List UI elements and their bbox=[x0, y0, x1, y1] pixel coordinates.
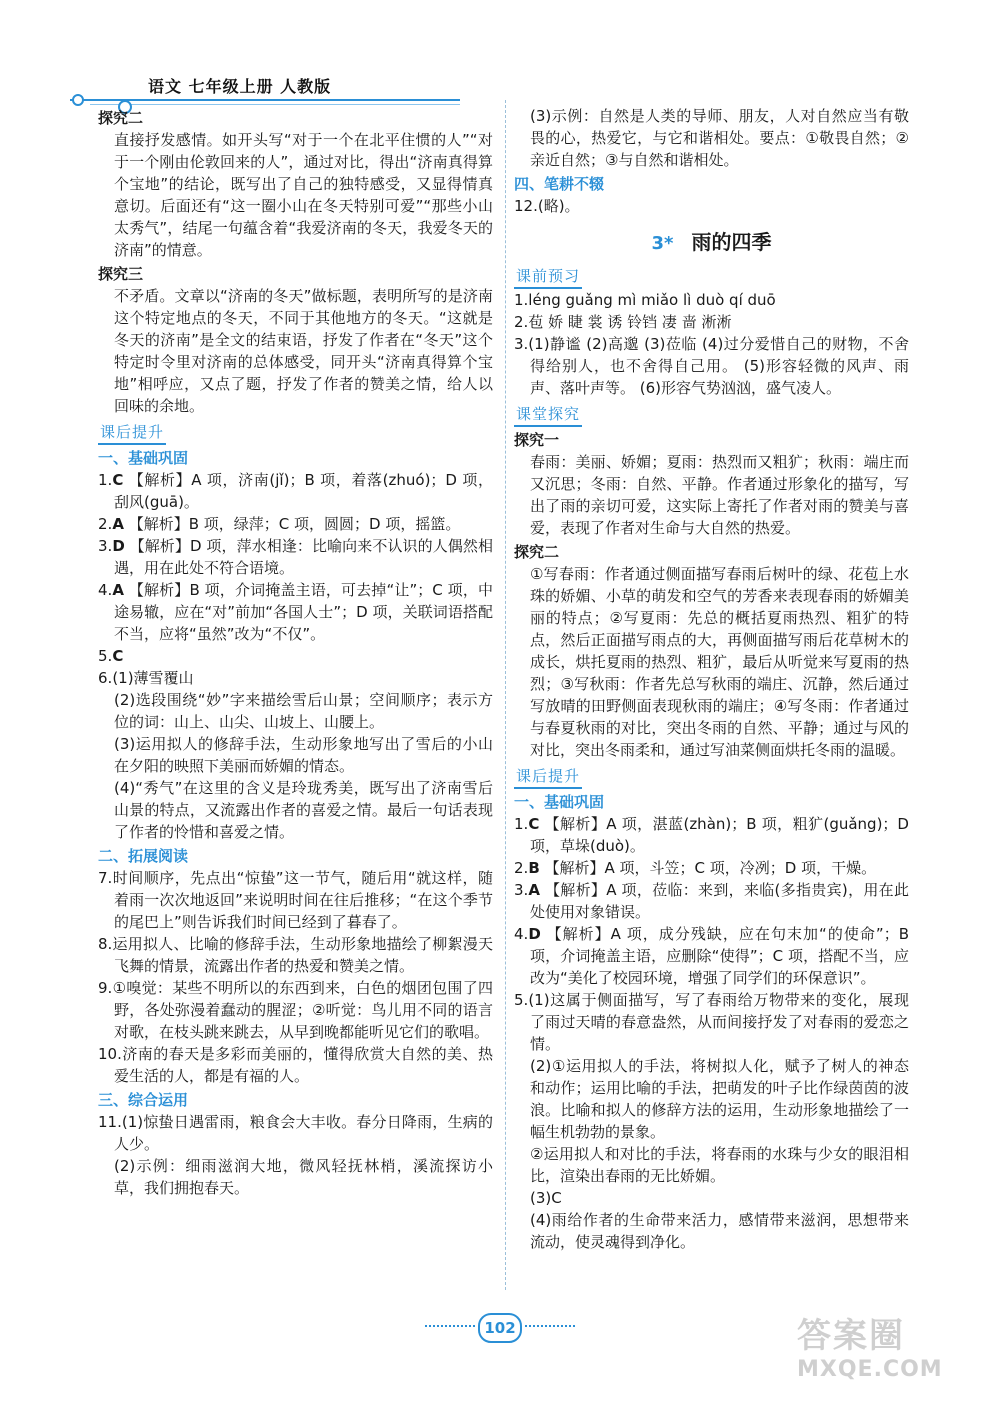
watermark-top: 答案圈 bbox=[797, 1316, 905, 1356]
watermark-logo bbox=[797, 1308, 982, 1383]
question-2: 2.A 【解析】B 项，绿萍；C 项，圆圆；D 项，摇篮。 bbox=[98, 515, 461, 533]
explore-3-label: 探究三 bbox=[98, 265, 144, 283]
lesson-name: 雨的四季 bbox=[691, 230, 772, 254]
after-class-heading: 课后提升 bbox=[98, 421, 166, 445]
watermark-bottom: MXQE.COM bbox=[797, 1357, 943, 1382]
right-column bbox=[514, 105, 909, 1253]
preview-1: 1.léng guǎng mì miǎo lì duò qí duō bbox=[514, 291, 776, 309]
question-6-part-2: (2)选段围绕“妙”字来描绘雪后山景；空间顺序；表示方位的词：山上、山尖、山坡上、山腰上。 bbox=[114, 691, 493, 731]
explore-1-label: 探究一 bbox=[514, 431, 560, 449]
r-question-3: 3.A 【解析】A 项，莅临：来到，来临(多指贵宾)，用在此处使用对象错误。 bbox=[514, 881, 909, 921]
r-question-5: 5.(1)这属于侧面描写，写了春雨给万物带来的变化，展现了雨过天晴的春意盎然，从而间接抒发了对春雨的爱恋之情。 bbox=[514, 991, 909, 1053]
explore-3-text: 不矛盾。文章以“济南的冬天”做标题，表明所写的是济南这个特定地点的冬天，不同于其他地方的冬天。“这就是冬天的济南”是全文的结束语，抒发了作者在“冬天”这个特定时令里对济南的总体感受，同开头“济南真得算个宝地”相呼应，又点了题，抒发了作者的赞美之情，给人以回味的余地。 bbox=[114, 287, 493, 415]
question-11-part-2: (2)示例：细雨滋润大地，微风轻抚林梢，溪流探访小草，我们拥抱春天。 bbox=[114, 1157, 493, 1197]
running-header bbox=[70, 68, 470, 108]
lesson-title bbox=[514, 231, 909, 255]
question-6-part-3: (3)运用拟人的修辞手法，生动形象地写出了雪后的小山在夕阳的映照下美丽而娇媚的情态。 bbox=[114, 735, 493, 775]
question-6: 6.(1)薄雪覆山 bbox=[98, 669, 194, 687]
question-9: 9.①嗅觉：某些不明所以的东西到来，白色的烟团包围了四野，各处弥漫着蠢动的腥涩；②听觉：鸟儿用不同的语言对歌，在枝头跳来跳去，从早到晚都能听见它们的歌唱。 bbox=[98, 979, 493, 1041]
explore-2-label: 探究二 bbox=[98, 109, 144, 127]
r-question-2: 2.B 【解析】A 项，斗笠；C 项，冷冽；D 项，干燥。 bbox=[514, 859, 877, 877]
in-class-heading: 课堂探究 bbox=[514, 403, 582, 427]
footer-dots-right bbox=[525, 1325, 575, 1327]
explore-2b-label: 探究二 bbox=[514, 543, 560, 561]
r-question-5-part-4: (4)雨给作者的生命带来活力，感情带来滋润，思想带来流动，使灵魂得到净化。 bbox=[530, 1211, 909, 1251]
column-divider bbox=[505, 100, 506, 1290]
question-12: 12.(略)。 bbox=[514, 197, 580, 215]
header-dot-icon bbox=[72, 94, 84, 106]
preview-heading: 课前预习 bbox=[514, 265, 582, 289]
question-11: 11.(1)惊蛰日遇雷雨，粮食会大丰收。春分日降雨，生病的人少。 bbox=[98, 1113, 493, 1153]
r-question-1: 1.C 【解析】A 项，湛蓝(zhàn)；B 项，粗犷(guǎng)；D 项，草垛(duò)。 bbox=[514, 815, 909, 855]
writing-heading: 四、笔耕不辍 bbox=[514, 175, 605, 193]
question-4: 4.A 【解析】B 项，介词掩盖主语，可去掉“让”；C 项，中途易辙，应在“对”前加“各国人士”；D 项，关联词语搭配不当，应将“虽然”改为“不仅”。 bbox=[98, 581, 493, 643]
footer-dots-left bbox=[425, 1325, 475, 1327]
r-question-5-part-3: (3)C bbox=[530, 1189, 562, 1207]
extended-reading-heading: 二、拓展阅读 bbox=[98, 847, 189, 865]
question-8: 8.运用拟人、比喻的修辞手法，生动形象地描绘了柳絮漫天飞舞的情景，流露出作者的热爱和赞美之情。 bbox=[98, 935, 493, 975]
r-question-5-part-2: (2)①运用拟人的手法，将树拟人化，赋予了树人的神态和动作；运用比喻的手法，把萌发的叶子比作绿茵茵的波浪。比喻和拟人的修辞方法的运用，生动形象地描绘了一幅生机勃勃的景象。 bbox=[530, 1057, 909, 1141]
left-column bbox=[98, 105, 493, 1199]
basic-heading: 一、基础巩固 bbox=[98, 449, 189, 467]
r-question-4: 4.D 【解析】A 项，成分残缺，应在句末加“的使命”；B 项，介词掩盖主语，应删除“使得”；C 项，搭配不当，应改为“美化了校园环境，增强了同学们的环保意识”。 bbox=[514, 925, 909, 987]
header-title: 语文 七年级上册 人教版 bbox=[148, 77, 332, 96]
page-number: 102 bbox=[478, 1313, 522, 1343]
r-question-5-part-2b: ②运用拟人和对比的手法，将春雨的水珠与少女的眼泪相比，渲染出春雨的无比娇媚。 bbox=[530, 1145, 909, 1185]
question-7: 7.时间顺序，先点出“惊蛰”这一节气，随后用“就这样，随着雨一次次地返回”来说明时间在往后推移；“在这个季节的尾巴上”则告诉我们时间已经到了暮春了。 bbox=[98, 869, 493, 931]
question-11-part-3: (3)示例：自然是人类的导师、朋友，人对自然应当有敬畏的心，热爱它，与它和谐相处。要点：①敬畏自然；②亲近自然；③与自然和谐相处。 bbox=[530, 107, 909, 169]
after-class-heading-2: 课后提升 bbox=[514, 765, 582, 789]
explore-1-text: 春雨：美丽、娇媚；夏雨：热烈而又粗犷；秋雨：端庄而又沉思；冬雨：自然、平静。作者通过形象化的描写，写出了雨的亲切可爱，这实际上寄托了作者对雨的赞美与喜爱，表现了作者对生命与大自然的热爱。 bbox=[530, 453, 909, 537]
question-5: 5.C bbox=[98, 647, 124, 665]
question-1: 1.C 【解析】A 项，济南(jǐ)；B 项，着落(zhuó)；D 项，刮风(guā)。 bbox=[98, 471, 493, 511]
preview-2: 2.苞 娇 睫 裳 诱 铃铛 凄 啬 淅淅 bbox=[514, 313, 732, 331]
explore-2-text: 直接抒发感情。如开头写“对于一个在北平住惯的人”“对于一个刚由伦敦回来的人”，通过对比，得出“济南真得算个宝地”的结论，既写出了自己的独特感受，又显得情真意切。后面还有“这一圈小山在冬天特别可爱”“那些小山太秀气”，结尾一句蕴含着“我爱济南的冬天，我爱冬天的济南”的情意。 bbox=[114, 131, 493, 259]
basic-heading-2: 一、基础巩固 bbox=[514, 793, 605, 811]
comprehensive-heading: 三、综合运用 bbox=[98, 1091, 189, 1109]
lesson-number: 3* bbox=[651, 233, 674, 254]
question-6-part-4: (4)“秀气”在这里的含义是玲珑秀美，既写出了济南雪后山景的特点，又流露出作者的喜爱之情。最后一句话表现了作者的怜惜和喜爱之情。 bbox=[114, 779, 493, 841]
question-3: 3.D 【解析】D 项，萍水相逢：比喻向来不认识的人偶然相遇，用在此处不符合语境。 bbox=[98, 537, 493, 577]
preview-3: 3.(1)静谧 (2)高邈 (3)莅临 (4)过分爱惜自己的财物，不舍得给别人，也不舍得自己用。 (5)形容轻微的风声、雨声、落叶声等。 (6)形容气势汹汹，盛气凌人。 bbox=[514, 335, 909, 397]
question-10: 10.济南的春天是多彩而美丽的，懂得欣赏大自然的美、热爱生活的人，都是有福的人。 bbox=[98, 1045, 493, 1085]
explore-2b-text: ①写春雨：作者通过侧面描写春雨后树叶的绿、花苞上水珠的娇媚、小草的萌发和空气的芳香来表现春雨的娇媚美丽的特点；②写夏雨：先总的概括夏雨热烈、粗犷的特点，然后正面描写雨点的大，再侧面描写雨后花草树木的成长，烘托夏雨的热烈、粗犷，最后从听觉来写夏雨的热烈；③写秋雨：作者先总写秋雨的端庄、沉静，然后通过写放晴的田野侧面表现秋雨的端庄；④写冬雨：作者通过与春夏秋雨的对比，突出冬雨的自然、平静；通过与风的对比，突出冬雨柔和，通过写油菜侧面烘托冬雨的温暖。 bbox=[530, 565, 909, 759]
